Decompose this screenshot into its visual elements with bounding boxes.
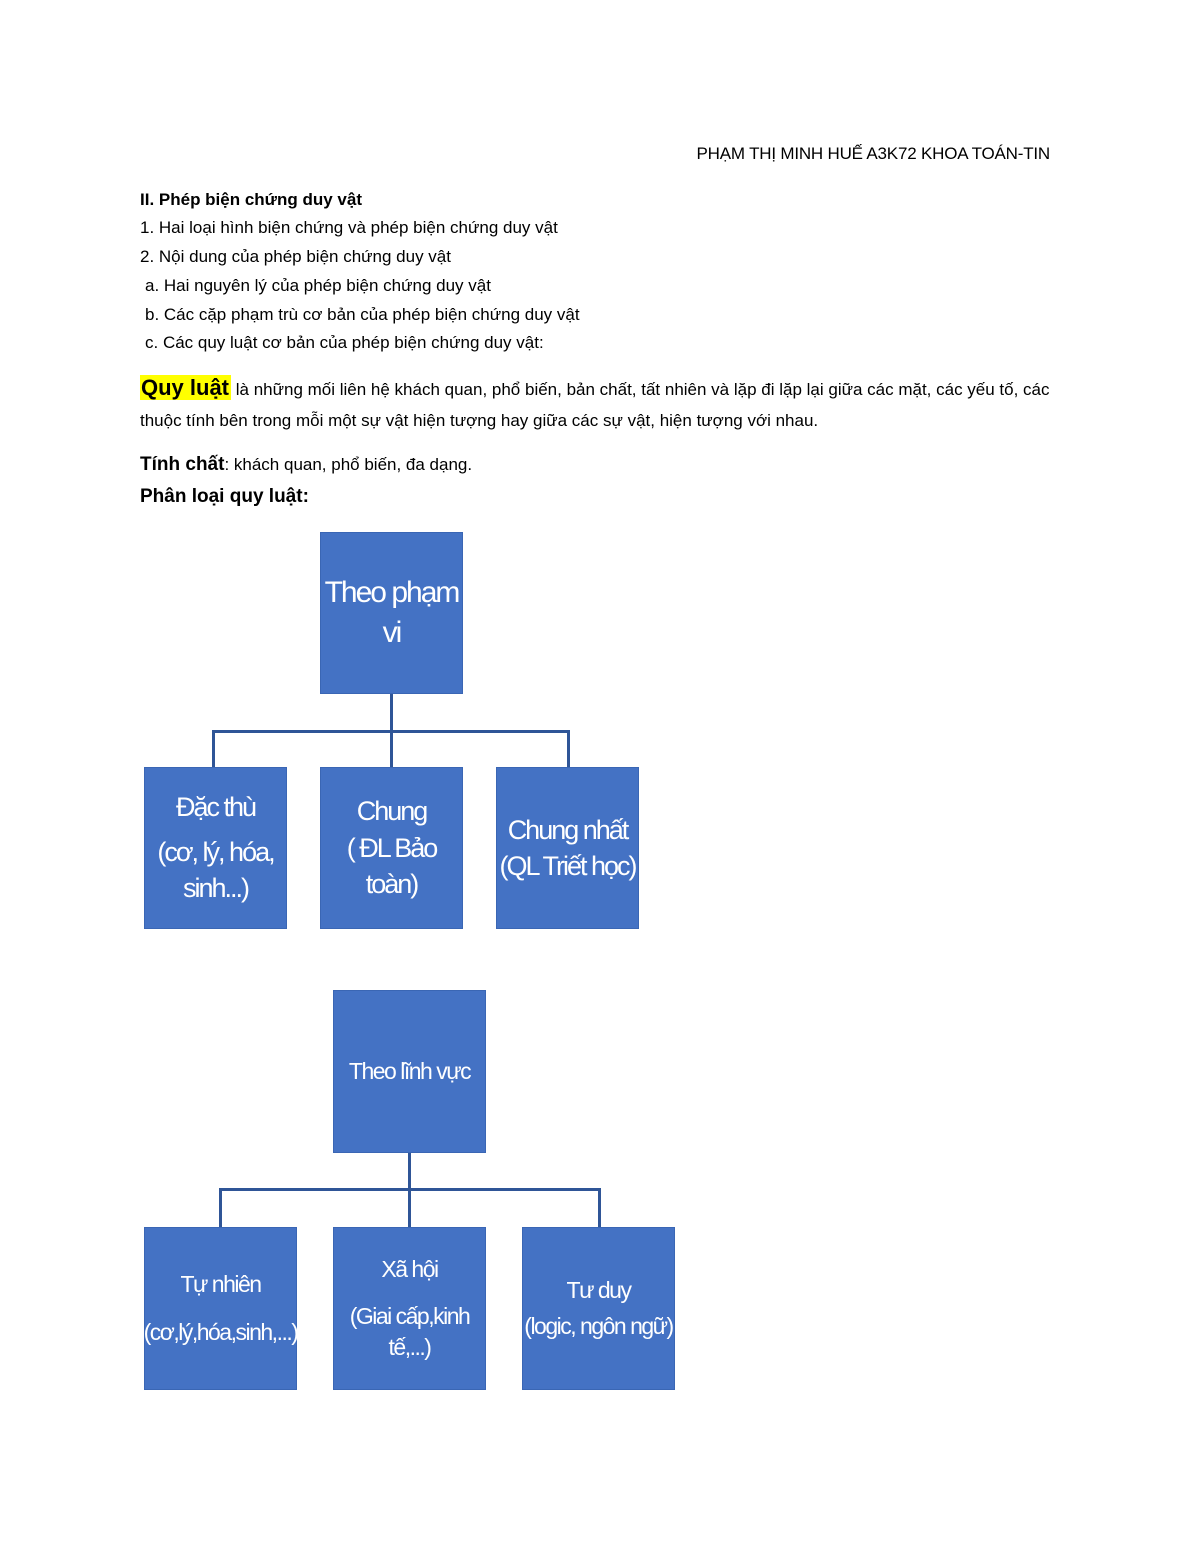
definition-text: là những mối liên hệ khách quan, phổ biến, bản chất, tất nhiên và lặp đi lặp lại giữa các mặt, các yếu tố, các thuộc tính bên trong mỗi một sự vật hiện tượng hay giữa các sự vật, hiện tượng với nhau. xyxy=(140,380,1050,430)
diagram-field-root-label: Theo lĩnh vực xyxy=(348,1057,471,1084)
diagram-field-connector-right xyxy=(598,1188,601,1227)
outline-item-1: 1. Hai loại hình biện chứng và phép biện chứng duy vật xyxy=(140,218,558,237)
law-definition xyxy=(140,372,1070,436)
diagram-scope-connector-mid xyxy=(390,730,393,767)
diagram-scope-root-label: Theo phạm vi xyxy=(324,575,459,649)
properties-label: Tính chất xyxy=(140,454,225,475)
diagram-field-child-society xyxy=(333,1227,486,1390)
diagram-field-connector-stem xyxy=(408,1153,411,1190)
highlighted-term: Quy luật xyxy=(141,375,230,400)
classification-heading: Phân loại quy luật: xyxy=(140,486,309,507)
child-title: Chung xyxy=(356,796,427,827)
diagram-field-connector-mid xyxy=(408,1188,411,1227)
child-detail: ( ĐL Bảo toàn) xyxy=(346,832,437,900)
diagram-scope-child-general xyxy=(320,767,463,929)
outline-sub-c: c. Các quy luật cơ bản của phép biện chứng duy vật: xyxy=(145,333,544,352)
child-title: Chung nhất xyxy=(507,814,628,845)
child-detail: (cơ,lý,hóa,sinh,...) xyxy=(143,1318,298,1345)
child-title: Đặc thù xyxy=(175,792,256,823)
diagram-scope-connector-left xyxy=(212,730,215,767)
diagram-field-child-thinking xyxy=(522,1227,675,1390)
child-title: Tự nhiên xyxy=(180,1271,261,1298)
child-detail: (Giai cấp,kinh tế,...) xyxy=(349,1302,470,1361)
diagram-scope-connector-stem xyxy=(390,694,393,732)
child-title: Xã hội xyxy=(381,1255,438,1282)
diagram-scope-child-specific xyxy=(144,767,287,929)
diagram-scope-child-most-general xyxy=(496,767,639,929)
diagram-field-child-nature xyxy=(144,1227,297,1390)
diagram-scope-root xyxy=(320,532,463,694)
child-detail: (cơ, lý, hóa, sinh...) xyxy=(157,836,274,904)
properties-line xyxy=(140,454,472,476)
child-title: Tư duy xyxy=(566,1277,631,1304)
child-detail: (QL Triết học) xyxy=(499,851,636,881)
outline-sub-b: b. Các cặp phạm trù cơ bản của phép biện chứng duy vật xyxy=(145,305,580,324)
outline-sub-a: a. Hai nguyên lý của phép biện chứng duy vật xyxy=(145,276,491,295)
diagram-field-connector-left xyxy=(219,1188,222,1227)
outline-item-2: 2. Nội dung của phép biện chứng duy vật xyxy=(140,247,451,266)
properties-text: : khách quan, phổ biến, đa dạng. xyxy=(224,455,473,474)
diagram-field-root xyxy=(333,990,486,1153)
author-line: PHẠM THỊ MINH HUẾ A3K72 KHOA TOÁN-TIN xyxy=(696,144,1050,163)
diagram-scope-connector-right xyxy=(567,730,570,767)
child-detail: (logic, ngôn ngữ) xyxy=(524,1312,673,1339)
section-title: II. Phép biện chứng duy vật xyxy=(140,190,363,209)
